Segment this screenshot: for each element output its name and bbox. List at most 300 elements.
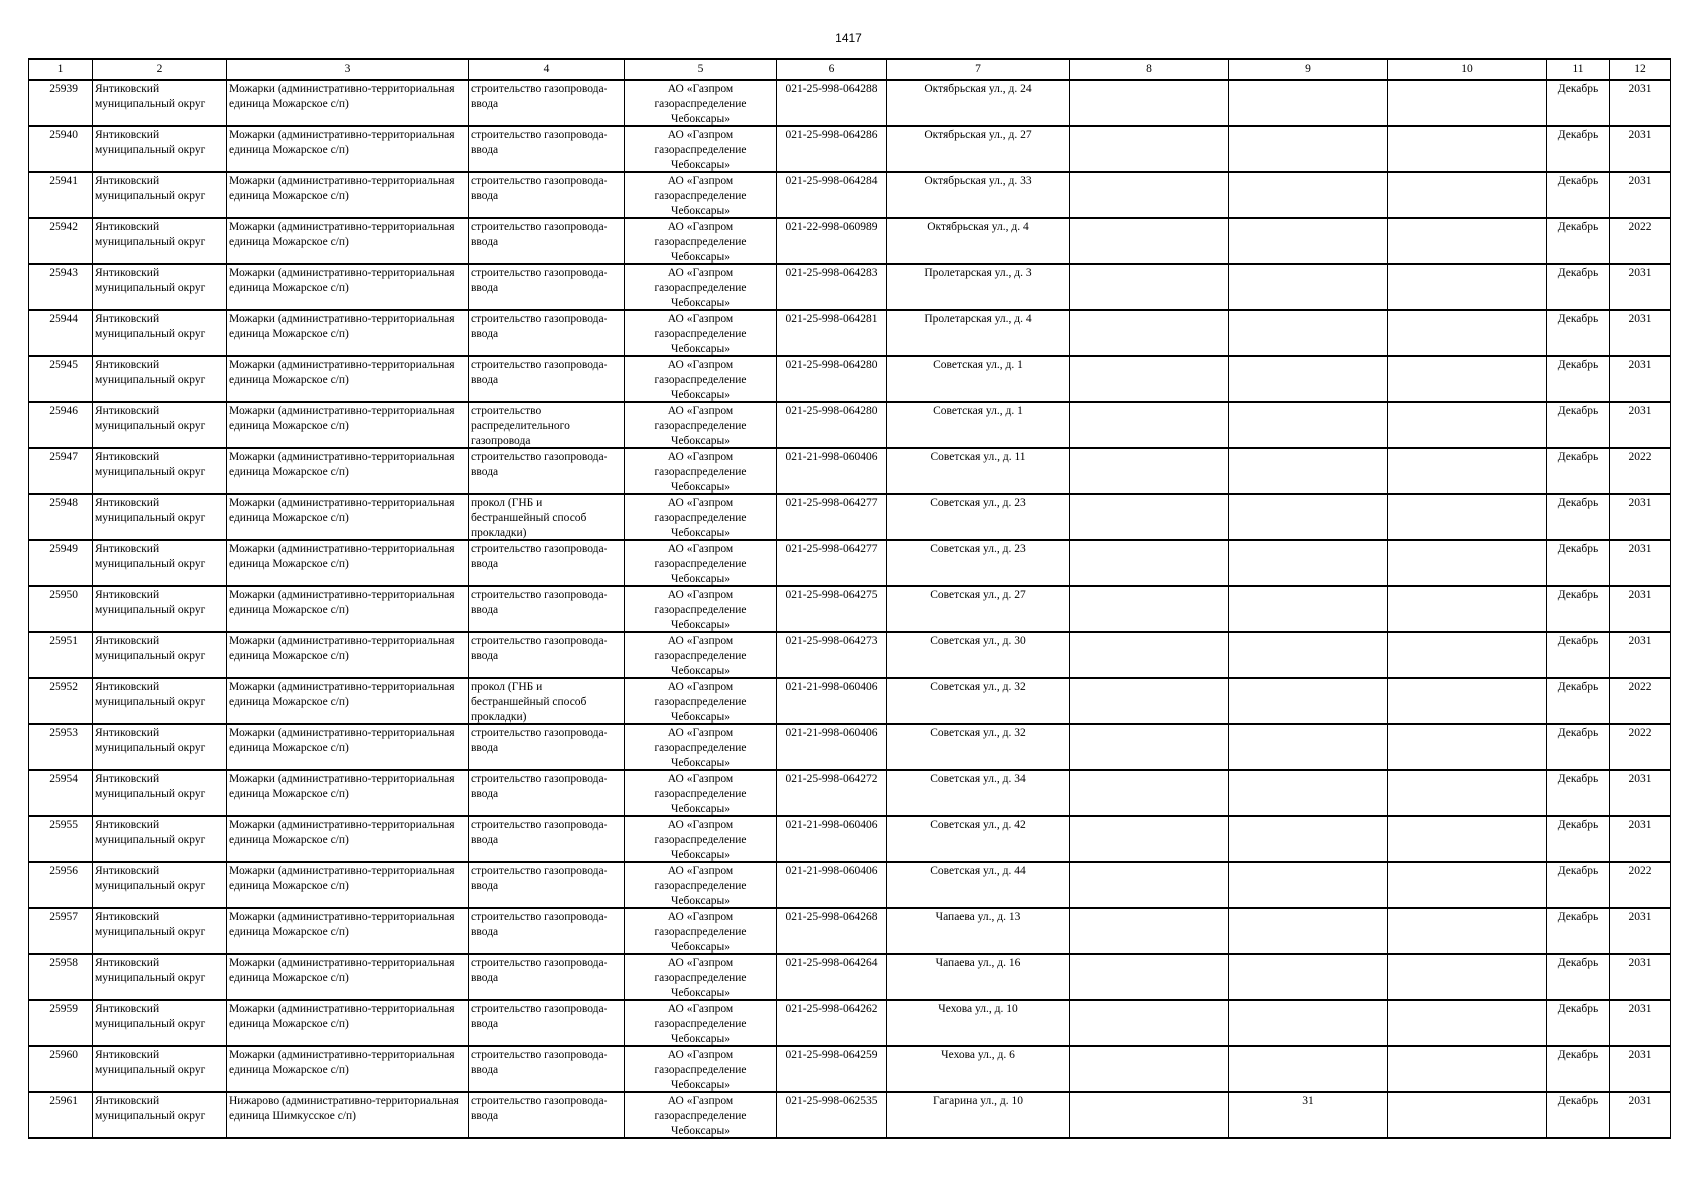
district-cell [93, 356, 227, 402]
row-number [29, 678, 93, 724]
month-cell-text: Декабрь [1557, 313, 1599, 325]
table-row [29, 908, 1671, 954]
year-cell-text: 2031 [1628, 1049, 1652, 1061]
address-cell [887, 816, 1070, 862]
district-cell [93, 862, 227, 908]
organization-cell-text: АО «Газпром газораспределение Чебоксары» [654, 129, 747, 171]
table-row [29, 770, 1671, 816]
locality-cell-text: Можарки (административно-территориальная единица Можарское с/п) [229, 267, 455, 294]
column-9-cell-text [1229, 909, 1387, 953]
organization-cell-text: АО «Газпром газораспределение Чебоксары» [654, 405, 747, 447]
row-number-text: 25957 [49, 911, 78, 923]
object-code-cell [777, 1092, 887, 1138]
district-cell [93, 402, 227, 448]
object-code-cell-text: 021-22-998-060989 [785, 221, 878, 233]
address-cell-text: Советская ул., д. 34 [930, 773, 1026, 785]
address-cell [887, 908, 1070, 954]
work-type-cell [469, 770, 625, 816]
column-10-cell-text [1388, 1047, 1546, 1091]
column-9-cell-text [1229, 1001, 1387, 1045]
column-9-cell [1229, 1092, 1388, 1138]
address-cell-text: Пролетарская ул., д. 4 [924, 313, 1032, 325]
column-header: 12 [1610, 59, 1671, 80]
locality-cell-text: Можарки (административно-территориальная единица Можарское с/п) [229, 865, 455, 892]
locality-cell [227, 908, 469, 954]
row-number [29, 540, 93, 586]
address-cell-text: Советская ул., д. 42 [930, 819, 1026, 831]
year-cell-text: 2022 [1628, 451, 1652, 463]
column-8-cell-text [1070, 817, 1228, 861]
object-code-cell-text: 021-25-998-064262 [785, 1003, 878, 1015]
object-code-cell [777, 678, 887, 724]
locality-cell-text: Можарки (административно-территориальная единица Можарское с/п) [229, 957, 455, 984]
column-8-cell [1070, 862, 1229, 908]
month-cell-text: Декабрь [1557, 267, 1599, 279]
column-10-cell-text [1388, 403, 1546, 447]
organization-cell-text: АО «Газпром газораспределение Чебоксары» [654, 1095, 747, 1137]
object-code-cell-text: 021-25-998-064284 [785, 175, 878, 187]
row-number [29, 126, 93, 172]
work-type-cell [469, 126, 625, 172]
work-type-cell-text: строительство газопровода-ввода [471, 83, 608, 110]
row-number [29, 770, 93, 816]
district-cell [93, 448, 227, 494]
object-code-cell-text: 021-25-998-064280 [785, 405, 878, 417]
object-code-cell [777, 954, 887, 1000]
locality-cell [227, 448, 469, 494]
locality-cell-text: Можарки (административно-территориальная единица Можарское с/п) [229, 589, 455, 616]
object-code-cell [777, 494, 887, 540]
address-cell-text: Октябрьская ул., д. 4 [927, 221, 1029, 233]
column-8-cell [1070, 908, 1229, 954]
address-cell [887, 1000, 1070, 1046]
column-8-cell-text [1070, 725, 1228, 769]
organization-cell-text: АО «Газпром газораспределение Чебоксары» [654, 313, 747, 355]
locality-cell [227, 126, 469, 172]
work-type-cell-text: строительство газопровода-ввода [471, 865, 608, 892]
organization-cell [625, 1092, 777, 1138]
object-code-cell [777, 1000, 887, 1046]
address-cell-text: Советская ул., д. 44 [930, 865, 1026, 877]
district-cell-text: Янтиковский муниципальный округ [95, 359, 206, 386]
month-cell [1547, 448, 1610, 494]
row-number [29, 448, 93, 494]
work-type-cell-text: строительство газопровода-ввода [471, 267, 608, 294]
month-cell [1547, 816, 1610, 862]
column-9-cell [1229, 770, 1388, 816]
column-10-cell [1388, 218, 1547, 264]
object-code-cell [777, 126, 887, 172]
locality-cell-text: Можарки (административно-территориальная единица Можарское с/п) [229, 911, 455, 938]
locality-cell [227, 770, 469, 816]
row-number [29, 494, 93, 540]
organization-cell [625, 908, 777, 954]
column-9-cell-text [1229, 127, 1387, 171]
row-number [29, 1000, 93, 1046]
month-cell-text: Декабрь [1557, 1003, 1599, 1015]
month-cell-text: Декабрь [1557, 911, 1599, 923]
object-code-cell [777, 586, 887, 632]
column-8-cell [1070, 80, 1229, 126]
district-cell [93, 724, 227, 770]
address-cell-text: Чехова ул., д. 10 [938, 1003, 1018, 1015]
work-type-cell [469, 678, 625, 724]
column-10-cell-text [1388, 541, 1546, 585]
column-8-cell-text [1070, 173, 1228, 217]
organization-cell [625, 310, 777, 356]
address-cell [887, 80, 1070, 126]
address-cell [887, 678, 1070, 724]
column-8-cell-text [1070, 771, 1228, 815]
organization-cell-text: АО «Газпром газораспределение Чебоксары» [654, 543, 747, 585]
column-9-cell-text [1229, 403, 1387, 447]
address-cell [887, 586, 1070, 632]
table-row [29, 310, 1671, 356]
month-cell-text: Декабрь [1557, 497, 1599, 509]
column-8-cell [1070, 954, 1229, 1000]
locality-cell [227, 494, 469, 540]
organization-cell [625, 494, 777, 540]
row-number [29, 1092, 93, 1138]
district-cell [93, 540, 227, 586]
object-code-cell-text: 021-25-998-064264 [785, 957, 878, 969]
locality-cell [227, 310, 469, 356]
column-10-cell [1388, 908, 1547, 954]
object-code-cell-text: 021-21-998-060406 [785, 819, 878, 831]
district-cell-text: Янтиковский муниципальный округ [95, 1003, 206, 1030]
column-9-cell [1229, 586, 1388, 632]
organization-cell [625, 1000, 777, 1046]
row-number-text: 25953 [49, 727, 78, 739]
table-row [29, 80, 1671, 126]
work-type-cell-text: строительство газопровода-ввода [471, 221, 608, 248]
organization-cell-text: АО «Газпром газораспределение Чебоксары» [654, 957, 747, 999]
column-9-cell [1229, 218, 1388, 264]
column-8-cell-text [1070, 127, 1228, 171]
month-cell-text: Декабрь [1557, 1095, 1599, 1107]
month-cell-text: Декабрь [1557, 83, 1599, 95]
work-type-cell [469, 80, 625, 126]
column-9-cell-text [1229, 265, 1387, 309]
column-8-cell [1070, 448, 1229, 494]
column-8-cell [1070, 540, 1229, 586]
month-cell-text: Декабрь [1557, 359, 1599, 371]
row-number [29, 816, 93, 862]
column-header: 8 [1070, 59, 1229, 80]
district-cell [93, 678, 227, 724]
year-cell-text: 2031 [1628, 773, 1652, 785]
row-number-text: 25939 [49, 83, 78, 95]
locality-cell [227, 356, 469, 402]
row-number-text: 25955 [49, 819, 78, 831]
column-header: 1 [29, 59, 93, 80]
district-cell-text: Янтиковский муниципальный округ [95, 635, 206, 662]
column-9-cell-text [1229, 357, 1387, 401]
column-8-cell [1070, 172, 1229, 218]
column-8-cell [1070, 678, 1229, 724]
month-cell-text: Декабрь [1557, 451, 1599, 463]
column-10-cell [1388, 724, 1547, 770]
column-10-cell-text [1388, 863, 1546, 907]
row-number [29, 310, 93, 356]
column-8-cell-text [1070, 587, 1228, 631]
year-cell [1610, 126, 1671, 172]
work-type-cell-text: строительство газопровода-ввода [471, 1095, 608, 1122]
work-type-cell [469, 1046, 625, 1092]
work-type-cell [469, 632, 625, 678]
column-8-cell-text [1070, 311, 1228, 355]
object-code-cell [777, 908, 887, 954]
work-type-cell-text: строительство газопровода-ввода [471, 957, 608, 984]
column-8-cell-text [1070, 403, 1228, 447]
column-8-cell-text [1070, 1001, 1228, 1045]
organization-cell [625, 126, 777, 172]
organization-cell [625, 218, 777, 264]
district-cell [93, 80, 227, 126]
address-cell [887, 172, 1070, 218]
year-cell [1610, 816, 1671, 862]
row-number-text: 25956 [49, 865, 78, 877]
month-cell-text: Декабрь [1557, 405, 1599, 417]
table-row [29, 954, 1671, 1000]
column-10-cell [1388, 172, 1547, 218]
year-cell [1610, 80, 1671, 126]
work-type-cell-text: прокол (ГНБ и бестраншейный способ прокладки) [471, 681, 587, 723]
locality-cell-text: Можарки (административно-территориальная единица Можарское с/п) [229, 681, 455, 708]
month-cell [1547, 264, 1610, 310]
district-cell [93, 1000, 227, 1046]
organization-cell [625, 770, 777, 816]
district-cell-text: Янтиковский муниципальный округ [95, 589, 206, 616]
district-cell [93, 586, 227, 632]
work-type-cell-text: строительство распределительного газопровода [471, 405, 570, 447]
year-cell [1610, 632, 1671, 678]
object-code-cell-text: 021-21-998-060406 [785, 727, 878, 739]
row-number-text: 25961 [49, 1095, 78, 1107]
address-cell [887, 540, 1070, 586]
column-9-cell-text [1229, 1047, 1387, 1091]
month-cell [1547, 356, 1610, 402]
organization-cell-text: АО «Газпром газораспределение Чебоксары» [654, 1049, 747, 1091]
locality-cell-text: Нижарово (административно-территориальная единица Шимкусское с/п) [229, 1095, 459, 1122]
column-9-cell [1229, 264, 1388, 310]
month-cell [1547, 678, 1610, 724]
district-cell [93, 494, 227, 540]
column-8-cell-text [1070, 541, 1228, 585]
address-cell-text: Чапаева ул., д. 16 [935, 957, 1021, 969]
address-cell-text: Пролетарская ул., д. 3 [924, 267, 1032, 279]
year-cell-text: 2022 [1628, 221, 1652, 233]
work-type-cell-text: строительство газопровода-ввода [471, 359, 608, 386]
district-cell [93, 310, 227, 356]
object-code-cell-text: 021-25-998-064259 [785, 1049, 878, 1061]
organization-cell [625, 540, 777, 586]
address-cell-text: Советская ул., д. 32 [930, 681, 1026, 693]
month-cell [1547, 1046, 1610, 1092]
table-row [29, 126, 1671, 172]
column-8-cell [1070, 126, 1229, 172]
year-cell [1610, 264, 1671, 310]
locality-cell-text: Можарки (административно-территориальная единица Можарское с/п) [229, 497, 455, 524]
column-10-cell [1388, 540, 1547, 586]
year-cell [1610, 954, 1671, 1000]
row-number [29, 954, 93, 1000]
column-9-cell [1229, 310, 1388, 356]
column-8-cell [1070, 494, 1229, 540]
address-cell-text: Советская ул., д. 1 [933, 405, 1023, 417]
month-cell-text: Декабрь [1557, 819, 1599, 831]
locality-cell-text: Можарки (административно-территориальная единица Можарское с/п) [229, 819, 455, 846]
month-cell-text: Декабрь [1557, 543, 1599, 555]
year-cell [1610, 862, 1671, 908]
column-9-cell [1229, 540, 1388, 586]
work-type-cell [469, 586, 625, 632]
column-10-cell [1388, 586, 1547, 632]
table-row [29, 218, 1671, 264]
column-10-cell-text [1388, 633, 1546, 677]
column-10-cell-text [1388, 173, 1546, 217]
year-cell [1610, 356, 1671, 402]
object-code-cell [777, 80, 887, 126]
address-cell-text: Октябрьская ул., д. 33 [924, 175, 1032, 187]
month-cell-text: Декабрь [1557, 957, 1599, 969]
locality-cell-text: Можарки (административно-территориальная единица Можарское с/п) [229, 129, 455, 156]
month-cell-text: Декабрь [1557, 681, 1599, 693]
organization-cell-text: АО «Газпром газораспределение Чебоксары» [654, 865, 747, 907]
address-cell [887, 1092, 1070, 1138]
column-10-cell [1388, 862, 1547, 908]
year-cell [1610, 770, 1671, 816]
year-cell [1610, 678, 1671, 724]
table-row [29, 402, 1671, 448]
column-8-cell [1070, 1000, 1229, 1046]
column-8-cell [1070, 218, 1229, 264]
column-10-cell-text [1388, 817, 1546, 861]
row-number-text: 25951 [49, 635, 78, 647]
row-number-text: 25949 [49, 543, 78, 555]
column-8-cell [1070, 1046, 1229, 1092]
address-cell [887, 310, 1070, 356]
column-10-cell [1388, 678, 1547, 724]
address-cell-text: Советская ул., д. 23 [930, 497, 1026, 509]
column-9-cell-text [1229, 633, 1387, 677]
work-type-cell-text: строительство газопровода-ввода [471, 589, 608, 616]
work-type-cell [469, 448, 625, 494]
object-code-cell [777, 402, 887, 448]
table-row [29, 356, 1671, 402]
object-code-cell [777, 724, 887, 770]
work-type-cell-text: строительство газопровода-ввода [471, 1003, 608, 1030]
month-cell [1547, 862, 1610, 908]
year-cell-text: 2031 [1628, 267, 1652, 279]
row-number [29, 264, 93, 310]
column-header: 6 [777, 59, 887, 80]
year-cell-text: 2031 [1628, 83, 1652, 95]
district-cell-text: Янтиковский муниципальный округ [95, 405, 206, 432]
work-type-cell [469, 816, 625, 862]
district-cell [93, 218, 227, 264]
column-9-cell-text [1229, 587, 1387, 631]
month-cell [1547, 402, 1610, 448]
district-cell [93, 816, 227, 862]
object-code-cell-text: 021-21-998-060406 [785, 865, 878, 877]
column-header: 4 [469, 59, 625, 80]
district-cell-text: Янтиковский муниципальный округ [95, 313, 206, 340]
district-cell-text: Янтиковский муниципальный округ [95, 727, 206, 754]
locality-cell [227, 1046, 469, 1092]
object-code-cell [777, 356, 887, 402]
row-number-text: 25942 [49, 221, 78, 233]
locality-cell-text: Можарки (административно-территориальная единица Можарское с/п) [229, 221, 455, 248]
organization-cell [625, 586, 777, 632]
district-cell [93, 954, 227, 1000]
work-type-cell [469, 862, 625, 908]
column-9-cell-text [1229, 81, 1387, 125]
year-cell-text: 2031 [1628, 635, 1652, 647]
object-code-cell [777, 770, 887, 816]
district-cell-text: Янтиковский муниципальный округ [95, 773, 206, 800]
month-cell [1547, 770, 1610, 816]
organization-cell-text: АО «Газпром газораспределение Чебоксары» [654, 497, 747, 539]
row-number-text: 25941 [49, 175, 78, 187]
column-9-cell [1229, 1046, 1388, 1092]
column-9-cell-text [1229, 449, 1387, 493]
organization-cell [625, 264, 777, 310]
month-cell-text: Декабрь [1557, 175, 1599, 187]
organization-cell-text: АО «Газпром газораспределение Чебоксары» [654, 681, 747, 723]
month-cell-text: Декабрь [1557, 727, 1599, 739]
object-code-cell [777, 632, 887, 678]
organization-cell [625, 80, 777, 126]
organization-cell-text: АО «Газпром газораспределение Чебоксары» [654, 911, 747, 953]
month-cell [1547, 80, 1610, 126]
organization-cell-text: АО «Газпром газораспределение Чебоксары» [654, 83, 747, 125]
month-cell [1547, 540, 1610, 586]
organization-cell-text: АО «Газпром газораспределение Чебоксары» [654, 451, 747, 493]
month-cell [1547, 310, 1610, 356]
locality-cell [227, 816, 469, 862]
column-9-cell-text [1229, 679, 1387, 723]
column-10-cell-text [1388, 219, 1546, 263]
year-cell [1610, 1092, 1671, 1138]
month-cell [1547, 586, 1610, 632]
column-9-cell [1229, 908, 1388, 954]
organization-cell-text: АО «Газпром газораспределение Чебоксары» [654, 1003, 747, 1045]
column-9-cell [1229, 356, 1388, 402]
column-8-cell-text [1070, 679, 1228, 723]
work-type-cell-text: прокол (ГНБ и бестраншейный способ прокладки) [471, 497, 587, 539]
address-cell [887, 356, 1070, 402]
table-row [29, 1046, 1671, 1092]
column-8-cell [1070, 356, 1229, 402]
column-10-cell [1388, 1046, 1547, 1092]
column-8-cell [1070, 1092, 1229, 1138]
district-cell-text: Янтиковский муниципальный округ [95, 267, 206, 294]
year-cell-text: 2031 [1628, 911, 1652, 923]
address-cell [887, 1046, 1070, 1092]
table-row [29, 172, 1671, 218]
column-10-cell-text [1388, 725, 1546, 769]
object-code-cell-text: 021-25-998-064277 [785, 543, 878, 555]
month-cell-text: Декабрь [1557, 865, 1599, 877]
year-cell [1610, 494, 1671, 540]
table-row [29, 586, 1671, 632]
year-cell-text: 2031 [1628, 313, 1652, 325]
row-number-text: 25954 [49, 773, 78, 785]
column-header: 10 [1388, 59, 1547, 80]
month-cell [1547, 954, 1610, 1000]
column-9-cell [1229, 494, 1388, 540]
